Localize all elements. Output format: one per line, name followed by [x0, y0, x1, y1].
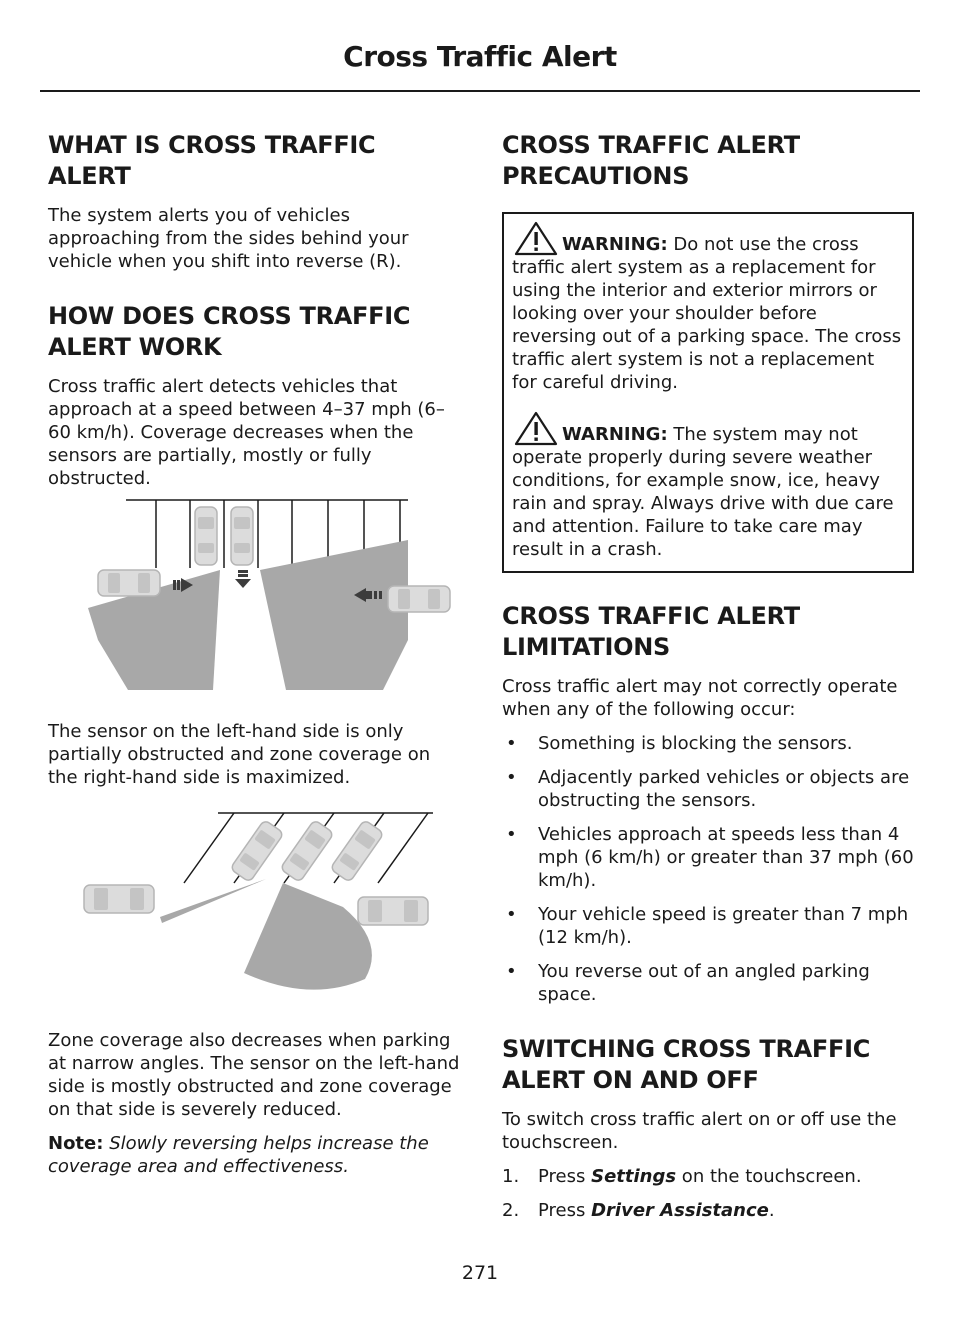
caption-angled: Zone coverage also decreases when parking at narrow angles. The sensor on the left-hand side is mostly obstructed and zone coverage on that side is severely reduced.	[48, 1030, 460, 1120]
list-item: • Your vehicle speed is greater than 7 mph (12 km/h).	[502, 903, 914, 949]
warning-text: Do not use the cross traffic alert system as a replacement for using the interior and exterior mirrors or looking over your shoulder before reversing out of a parking space. The cross traffic alert system is not a replacement for careful driving.	[512, 234, 902, 393]
list-item: • Vehicles approach at speeds less than 4 mph (6 km/h) or greater than 37 mph (60 km/h).	[502, 823, 914, 892]
warning-text: The system may not operate properly during severe weather conditions, for example snow, ice, heavy rain and spray. Always drive with due care and attention. Failure to take care may result in a crash.	[512, 424, 894, 560]
section-heading-limitations: CROSS TRAFFIC ALERT LIMITATIONS	[502, 602, 800, 661]
ui-term-driver-assistance: Driver Assistance	[591, 1200, 769, 1221]
perpendicular-parking-illustration	[48, 490, 460, 700]
angled-parking-illustration	[48, 795, 460, 1009]
note	[48, 1132, 460, 1178]
list-item: • Something is blocking the sensors.	[502, 732, 914, 755]
paragraph-what-is: The system alerts you of vehicles approaching from the sides behind your vehicle when you shift into reverse (R).	[48, 205, 409, 272]
note-text: Slowly reversing helps increase the coverage area and effectiveness.	[48, 1133, 429, 1177]
step-item: 1. Press Settings on the touchscreen.	[502, 1166, 862, 1187]
section-heading-precautions: CROSS TRAFFIC ALERT PRECAUTIONS	[502, 131, 800, 190]
section-heading-what-is: WHAT IS CROSS TRAFFIC ALERT	[48, 131, 376, 190]
warning-triangle-icon	[512, 220, 562, 256]
limitations-list	[502, 732, 914, 1006]
warning-label: WARNING:	[562, 424, 668, 445]
caption-perpendicular: The sensor on the left-hand side is only partially obstructed and zone coverage on the right-hand side is maximized.	[48, 721, 431, 788]
list-item: • You reverse out of an angled parking space.	[502, 960, 914, 1006]
paragraph-limitations-intro: Cross traffic alert may not correctly operate when any of the following occur:	[502, 676, 898, 720]
section-heading-how-it-works: HOW DOES CROSS TRAFFIC ALERT WORK	[48, 302, 411, 361]
page-number: 271	[461, 1262, 499, 1284]
warning-label: WARNING:	[562, 234, 668, 255]
step-item: 2. Press Driver Assistance.	[502, 1200, 775, 1221]
warning-item	[512, 410, 904, 561]
paragraph-how-it-works: Cross traffic alert detects vehicles that approach at a speed between 4–37 mph (6–60 km/h). Coverage decreases when the sensors are partially, mostly or fully obstructed.	[48, 376, 445, 489]
switching-steps	[502, 1165, 914, 1222]
section-heading-switching: SWITCHING CROSS TRAFFIC ALERT ON AND OFF	[502, 1035, 871, 1094]
header-divider	[40, 90, 920, 92]
paragraph-switching-intro: To switch cross traffic alert on or off use the touchscreen.	[502, 1109, 897, 1153]
list-item: • Adjacently parked vehicles or objects are obstructing the sensors.	[502, 766, 914, 812]
ui-term-settings: Settings	[591, 1166, 677, 1187]
right-column	[502, 130, 914, 1222]
left-column	[48, 130, 460, 1178]
warning-item	[512, 220, 904, 394]
note-label: Note:	[48, 1133, 104, 1154]
warning-triangle-icon	[512, 410, 562, 446]
warning-box	[502, 212, 914, 573]
page-title: Cross Traffic Alert	[343, 40, 617, 73]
